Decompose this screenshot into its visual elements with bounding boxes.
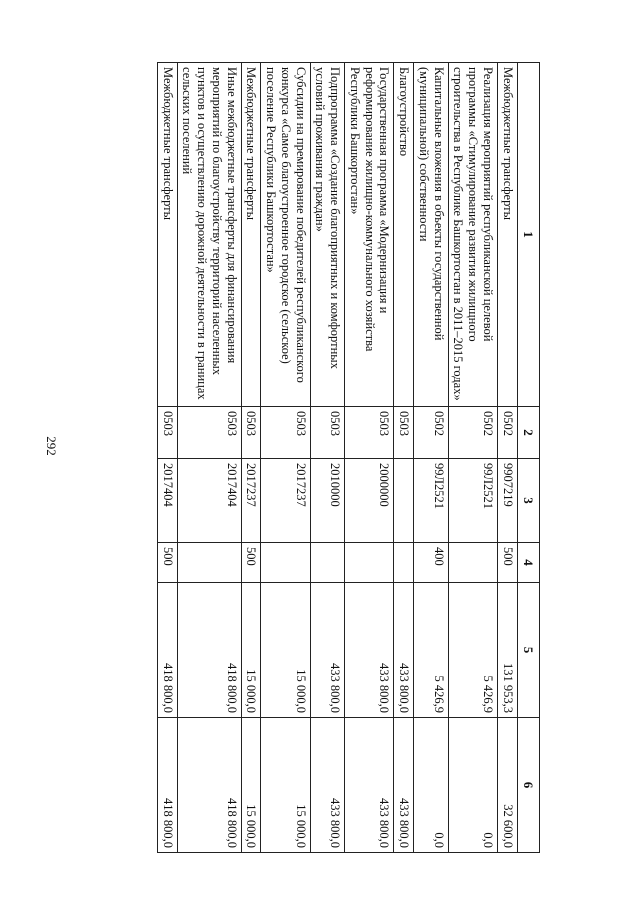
header-col-6: 6: [517, 718, 539, 853]
page-number: 292: [44, 436, 59, 456]
row-amount-5: 418 800,0: [157, 583, 177, 718]
row-section-code: 0503: [394, 407, 414, 459]
row-section-code: 0503: [241, 407, 261, 459]
row-target-code: 2017237: [241, 459, 261, 543]
row-target-code: 2017237: [261, 459, 310, 543]
row-expense-type: [448, 543, 497, 583]
header-col-1: 1: [517, 63, 539, 407]
row-amount-5: 5 426,9: [448, 583, 497, 718]
rotated-table-area: [80, 62, 540, 852]
row-target-code: 2017404: [157, 459, 177, 543]
row-expense-type: [261, 543, 310, 583]
row-amount-6: 15 000,0: [241, 718, 261, 853]
row-section-code: 0503: [157, 407, 177, 459]
row-target-code: 2010000: [310, 459, 345, 543]
row-section-code: 0503: [345, 407, 394, 459]
row-amount-5: 433 800,0: [394, 583, 414, 718]
row-name: Субсидии на премирование победителей республиканского конкурса «Самое благоустроенное городское (сельское) поселение Республики Башкортостан»: [261, 63, 310, 407]
rotated-table-container: [80, 62, 540, 852]
row-amount-6: 433 800,0: [345, 718, 394, 853]
row-amount-6: 15 000,0: [261, 718, 310, 853]
row-target-code: 2017404: [177, 459, 241, 543]
header-col-3: 3: [517, 459, 539, 543]
row-amount-6: 32 600,0: [497, 718, 517, 853]
row-amount-6: 418 800,0: [157, 718, 177, 853]
row-expense-type: [310, 543, 345, 583]
row-amount-5: 15 000,0: [241, 583, 261, 718]
row-expense-type: [345, 543, 394, 583]
row-amount-6: 433 800,0: [310, 718, 345, 853]
row-section-code: 0502: [414, 407, 449, 459]
row-amount-5: 15 000,0: [261, 583, 310, 718]
row-target-code: [394, 459, 414, 543]
table-row: [414, 63, 449, 853]
row-amount-6: 418 800,0: [177, 718, 241, 853]
row-name: Подпрограмма «Создание благоприятных и комфортных условий проживания граждан»: [310, 63, 345, 407]
table-row: [497, 63, 517, 853]
row-name: Благоустройство: [394, 63, 414, 407]
row-amount-6: 0,0: [414, 718, 449, 853]
row-target-code: 2000000: [345, 459, 394, 543]
row-amount-5: 131 953,3: [497, 583, 517, 718]
row-name: Межбюджетные трансферты: [497, 63, 517, 407]
table-row: [345, 63, 394, 853]
header-col-5: 5: [517, 583, 539, 718]
row-section-code: 0503: [177, 407, 241, 459]
row-section-code: 0502: [497, 407, 517, 459]
row-name: Капитальные вложения в объекты государственной (муниципальной) собственности: [414, 63, 449, 407]
budget-table: [157, 62, 540, 853]
row-name: Иные межбюджетные трансферты для финансирования мероприятий по благоустройству территорий населенных пунктов и осуществлению дорожной деятельности в границах сельских поселений: [177, 63, 241, 407]
row-amount-5: 5 426,9: [414, 583, 449, 718]
table-header: [517, 63, 539, 853]
table-row: [310, 63, 345, 853]
table-row: [448, 63, 497, 853]
row-amount-5: 433 800,0: [310, 583, 345, 718]
row-section-code: 0503: [261, 407, 310, 459]
header-col-2: 2: [517, 407, 539, 459]
row-target-code: 99Л2521: [414, 459, 449, 543]
row-section-code: 0503: [310, 407, 345, 459]
table-row: [157, 63, 177, 853]
table-body: [157, 63, 517, 853]
row-section-code: 0502: [448, 407, 497, 459]
row-expense-type: 500: [241, 543, 261, 583]
row-expense-type: [394, 543, 414, 583]
row-name: Межбюджетные трансферты: [157, 63, 177, 407]
table-row: [394, 63, 414, 853]
table-row: [177, 63, 241, 853]
table-row: [261, 63, 310, 853]
row-amount-6: 0,0: [448, 718, 497, 853]
row-name: Межбюджетные трансферты: [241, 63, 261, 407]
row-amount-6: 433 800,0: [394, 718, 414, 853]
table-row: [241, 63, 261, 853]
row-expense-type: 500: [497, 543, 517, 583]
row-target-code: 9907219: [497, 459, 517, 543]
row-expense-type: 400: [414, 543, 449, 583]
row-amount-5: 433 800,0: [345, 583, 394, 718]
row-expense-type: 500: [157, 543, 177, 583]
header-col-4: 4: [517, 543, 539, 583]
row-target-code: 99Л2521: [448, 459, 497, 543]
row-expense-type: [177, 543, 241, 583]
header-row: [517, 63, 539, 853]
row-name: Государственная программа «Модернизация и реформирование жилищно-коммунального хозяйства Республики Башкортостан»: [345, 63, 394, 407]
row-name: Реализация мероприятий республиканской целевой программы «Стимулирование развития жилищного строительства в Республике Башкортостан в 2011–2015 годах»: [448, 63, 497, 407]
row-amount-5: 418 800,0: [177, 583, 241, 718]
